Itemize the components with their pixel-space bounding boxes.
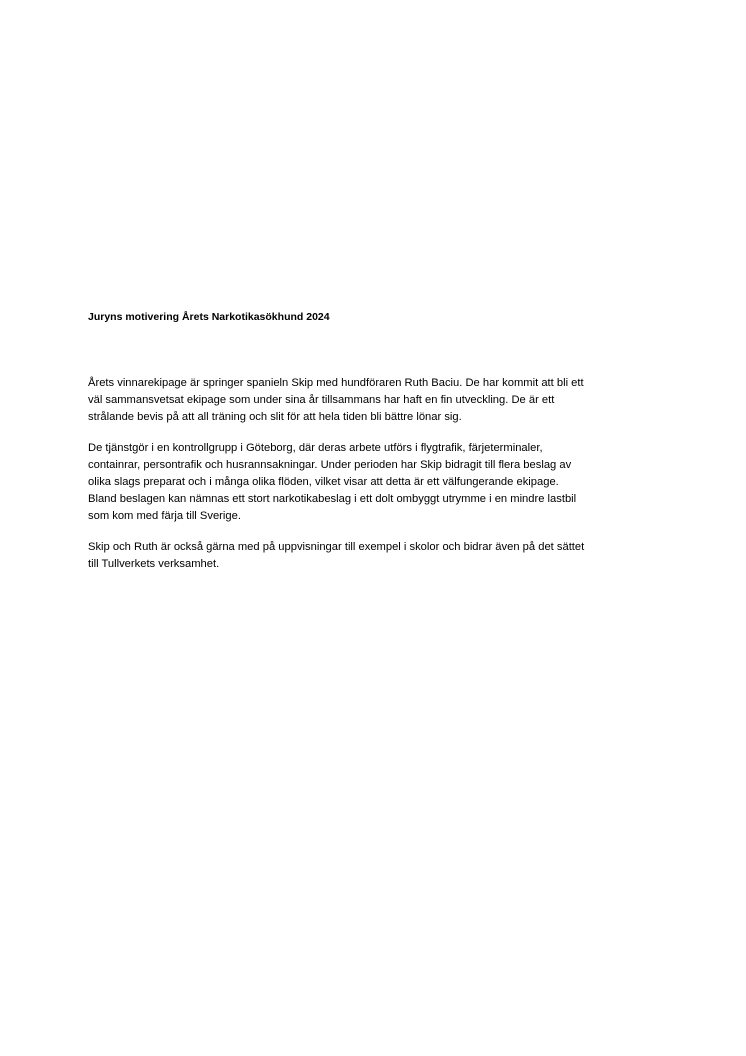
document-body: [88, 375, 658, 573]
paragraph-line: Skip och Ruth är också gärna med på uppvisningar till exempel i skolor och bidrar även på det sättet: [88, 541, 585, 553]
document-title: Juryns motivering Årets Narkotikasökhund 2024: [88, 311, 330, 323]
paragraph-line: till Tullverkets verksamhet.: [88, 558, 220, 570]
paragraph-line: De tjänstgör i en kontrollgrupp i Göteborg, där deras arbete utförs i flygtrafik, färjeterminaler,: [88, 442, 543, 454]
paragraph-line: som kom med färja till Sverige.: [88, 510, 241, 522]
paragraph-line: Årets vinnarekipage är springer spanieln Skip med hundföraren Ruth Baciu. De har kommit att bli ett: [88, 377, 584, 389]
paragraph-demonstrations: [88, 539, 658, 573]
document-content: [88, 310, 658, 587]
paragraph-line: olika slags preparat och i många olika flöden, vilket visar att detta är ett välfungerande ekipage.: [88, 476, 559, 488]
paragraph-line: Bland beslagen kan nämnas ett stort narkotikabeslag i ett dolt ombyggt utrymme i en mindre lastbil: [88, 493, 577, 505]
paragraph-service: [88, 440, 658, 525]
paragraph-line: strålande bevis på att all träning och slit för att hela tiden bli bättre lönar sig.: [88, 411, 462, 423]
paragraph-line: väl sammansvetsat ekipage som under sina år tillsammans har haft en fin utveckling. De är ett: [88, 394, 555, 406]
paragraph-winner: [88, 375, 658, 426]
paragraph-line: containrar, persontrafik och husrannsakningar. Under perioden har Skip bidragit till flera beslag av: [88, 459, 572, 471]
